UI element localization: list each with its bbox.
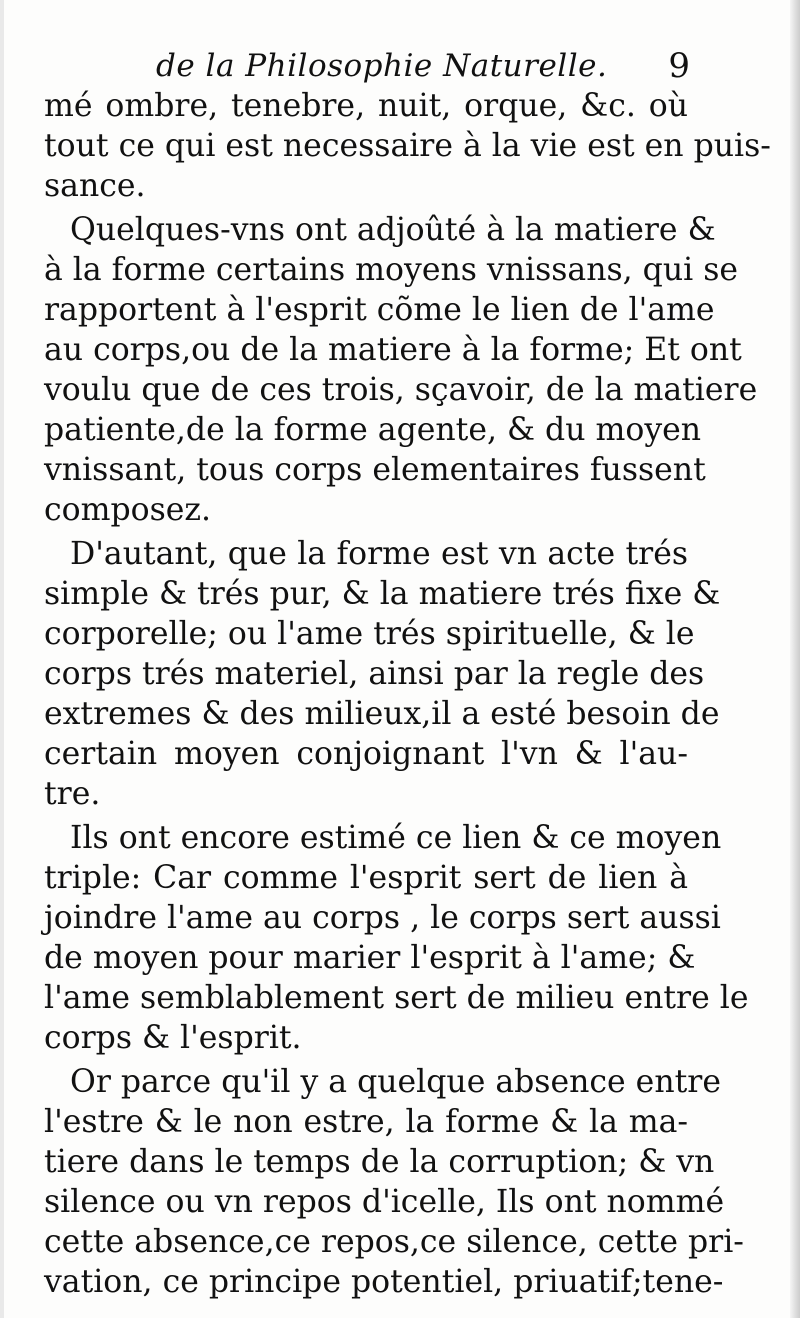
paragraph [44, 534, 721, 814]
text-line: l'estre & le non estre, la forme & la ma- [44, 1104, 688, 1140]
text-line: simple & trés pur, & la matiere trés fixe & [44, 576, 721, 612]
text-line: tout ce qui est necessaire à la vie est en puis- [44, 128, 771, 164]
page-header [150, 44, 690, 88]
paragraph [44, 210, 758, 530]
text-line: D'autant, que la forme est vn acte trés [70, 536, 688, 572]
running-head: de la Philosophie Naturelle. [156, 48, 608, 84]
page-gutter-shadow [0, 0, 4, 1318]
text-line: à la forme certains moyens vnissans, qui se [44, 252, 739, 288]
text-line: composez. [44, 492, 212, 528]
text-line: mé ombre, tenebre, nuit, orque, &c. où [44, 88, 688, 124]
text-line: cette absence,ce repos,ce silence, cette pri- [44, 1224, 744, 1260]
paragraph [44, 818, 749, 1058]
text-line: silence ou vn repos d'icelle, Ils ont nommé [44, 1184, 725, 1220]
text-line: corporelle; ou l'ame trés spirituelle, & le [44, 616, 695, 652]
text-line: corps & l'esprit. [44, 1020, 302, 1056]
text-line: de moyen pour marier l'esprit à l'ame; & [44, 940, 696, 976]
text-line: l'ame semblablement sert de milieu entre le [44, 980, 749, 1016]
text-line: vnissant, tous corps elementaires fussent [44, 452, 706, 488]
text-line: sance. [44, 168, 146, 204]
text-line: joindre l'ame au corps , le corps sert aussi [44, 900, 721, 936]
text-line: Or parce qu'il y a quelque absence entre [70, 1064, 721, 1100]
text-line: Ils ont encore estimé ce lien & ce moyen [70, 820, 722, 856]
text-line: au corps,ou de la matiere à la forme; Et ont [44, 332, 742, 368]
text-line: tiere dans le temps de la corruption; & vn [44, 1144, 715, 1180]
text-line: Quelques-vns ont adjoûté à la matiere & [70, 212, 716, 248]
text-line: extremes & des milieux,il a esté besoin de [44, 696, 720, 732]
text-line: triple: Car comme l'esprit sert de lien à [44, 860, 688, 896]
text-line: corps trés materiel, ainsi par la regle des [44, 656, 705, 692]
text-line: vation, ce principe potentiel, priuatif;tene- [44, 1264, 724, 1300]
text-line: rapportent à l'esprit cõme le lien de l'ame [44, 292, 715, 328]
page-edge-shadow [790, 0, 800, 1318]
page-body [44, 86, 771, 1302]
text-line: patiente,de la forme agente, & du moyen [44, 412, 702, 448]
paragraph [44, 86, 771, 206]
text-line: certain moyen conjoignant l'vn & l'au- [44, 736, 688, 772]
text-line: tre. [44, 776, 101, 812]
paragraph [44, 1062, 744, 1302]
page-number: 9 [668, 46, 690, 86]
text-line: voulu que de ces trois, sçavoir, de la matiere [44, 372, 758, 408]
